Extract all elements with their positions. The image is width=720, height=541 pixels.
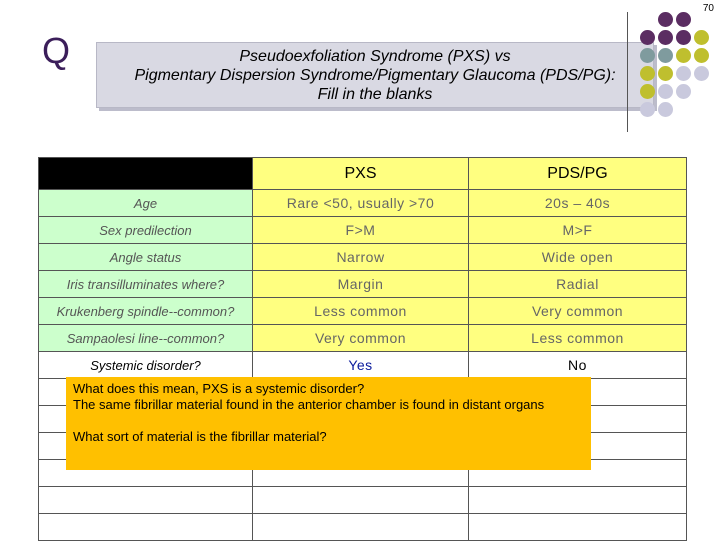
decorative-dot [676,30,691,45]
decorative-dot [694,66,709,81]
slide-title-box [96,42,654,108]
decorative-dot [640,84,655,99]
table-row [39,271,687,298]
pds-value: 20s – 40s [469,190,687,217]
table-header-row [39,158,687,190]
pxs-value: Yes [253,352,469,379]
row-label: Age [39,190,253,217]
decorative-dot [658,84,673,99]
header-pds-pg: PDS/PG [469,158,687,190]
decorative-dot [694,48,709,63]
row-label: Angle status [39,244,253,271]
pxs-value: Rare <50, usually >70 [253,190,469,217]
title-line-3: Fill in the blanks [317,85,433,103]
answer-callout [66,377,591,470]
decorative-dot [676,84,691,99]
decorative-dot [640,30,655,45]
callout-line-3: What sort of material is the fibrillar material? [73,429,327,444]
table-row [39,325,687,352]
decorative-dot [658,30,673,45]
decorative-dot [658,66,673,81]
pxs-value: Less common [253,298,469,325]
empty-table-row [39,487,687,514]
pds-value: Less common [469,325,687,352]
decorative-dot [658,12,673,27]
pxs-value: Very common [253,325,469,352]
table-row [39,217,687,244]
pds-value: No [469,352,687,379]
table-row [39,298,687,325]
row-label: Sampaolesi line--common? [39,325,253,352]
callout-line-2: The same fibrillar material found in the anterior chamber is found in distant organs [73,397,545,412]
pds-value: M>F [469,217,687,244]
table-row [39,352,687,379]
pds-value: Radial [469,271,687,298]
page-number: 70 [702,3,714,14]
decorative-dot [658,102,673,117]
pxs-value: F>M [253,217,469,244]
decorative-dot [676,48,691,63]
title-line-1: Pseudoexfoliation Syndrome (PXS) vs [239,47,511,65]
header-pxs: PXS [253,158,469,190]
empty-table-row [39,514,687,541]
decorative-dot [640,66,655,81]
row-label: Krukenberg spindle--common? [39,298,253,325]
pxs-value: Margin [253,271,469,298]
row-label: Iris transilluminates where? [39,271,253,298]
decorative-dot [676,12,691,27]
decorative-dot [640,102,655,117]
pxs-value: Narrow [253,244,469,271]
row-label: Sex predilection [39,217,253,244]
callout-line-1: What does this mean, PXS is a systemic disorder? [73,381,365,396]
pds-value: Wide open [469,244,687,271]
comparison-table [38,157,687,541]
table-row [39,190,687,217]
title-line-2: Pigmentary Dispersion Syndrome/Pigmentary Glaucoma (PDS/PG): [134,66,616,84]
decorative-dot [658,48,673,63]
question-letter: Q [42,30,71,71]
decorative-dot [640,48,655,63]
header-corner-cell [39,158,253,190]
pds-value: Very common [469,298,687,325]
decorative-dot [694,30,709,45]
row-label: Systemic disorder? [39,352,253,379]
decorative-dot [676,66,691,81]
decorative-divider-line [627,12,628,132]
table-row [39,244,687,271]
